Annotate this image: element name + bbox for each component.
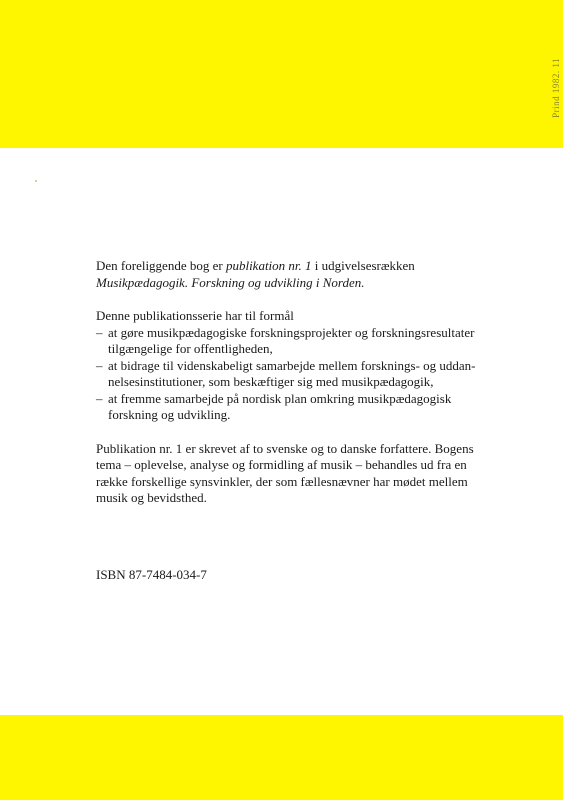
purpose-item-line: at fremme samarbejde på nordisk plan omkring musikpædagogisk — [108, 390, 452, 406]
summary-line: Publikation nr. 1 er skrevet af to svenske og to danske forfattere. Bogens — [96, 440, 474, 456]
purpose-item — [96, 391, 536, 424]
purpose-item-line: forskning og udvikling. — [108, 407, 231, 422]
paper-speck — [35, 180, 37, 182]
purpose-item-line: at bidrage til videnskabeligt samarbejde mellem forsknings- og uddan- — [108, 357, 476, 373]
dash-bullet: – — [96, 324, 103, 340]
intro-line-1 — [96, 258, 536, 275]
purpose-item-line: tilgængelige for offentligheden, — [108, 341, 273, 356]
purpose-heading: Denne publikationsserie har til formål — [96, 308, 294, 323]
summary-line: musik og bevidsthed. — [96, 490, 207, 505]
summary-line: række forskellige synsvinkler, der som fællesnævner har mødet mellem — [96, 473, 468, 489]
bottom-yellow-band — [0, 715, 563, 800]
isbn: ISBN 87-7484-034-7 — [96, 567, 207, 582]
purpose-item-line: at gøre musikpædagogiske forskningsprojekter og forskningsresultater — [108, 324, 475, 340]
intro-prefix: Den foreliggende bog er — [96, 258, 226, 273]
publication-number: publikation nr. 1 — [225, 258, 312, 273]
intro-line-2 — [96, 275, 536, 292]
dash-bullet: – — [96, 390, 103, 406]
body-text — [96, 258, 536, 507]
intro-suffix: i udgivelsesrækken — [311, 258, 415, 273]
series-title: Musikpædagogik. Forskning og udvikling i Norden. — [96, 274, 365, 290]
purpose-item-line: nelsesinstitutioner, som beskæftiger sig med musikpædagogik, — [108, 374, 434, 389]
printer-mark: Prind 1982. 11 — [551, 58, 561, 118]
purpose-item — [96, 358, 536, 391]
purpose-item — [96, 325, 536, 358]
dash-bullet: – — [96, 357, 103, 373]
summary-line: tema – oplevelse, analyse og formidling af musik – behandles ud fra en — [96, 457, 467, 472]
top-yellow-band — [0, 0, 563, 148]
